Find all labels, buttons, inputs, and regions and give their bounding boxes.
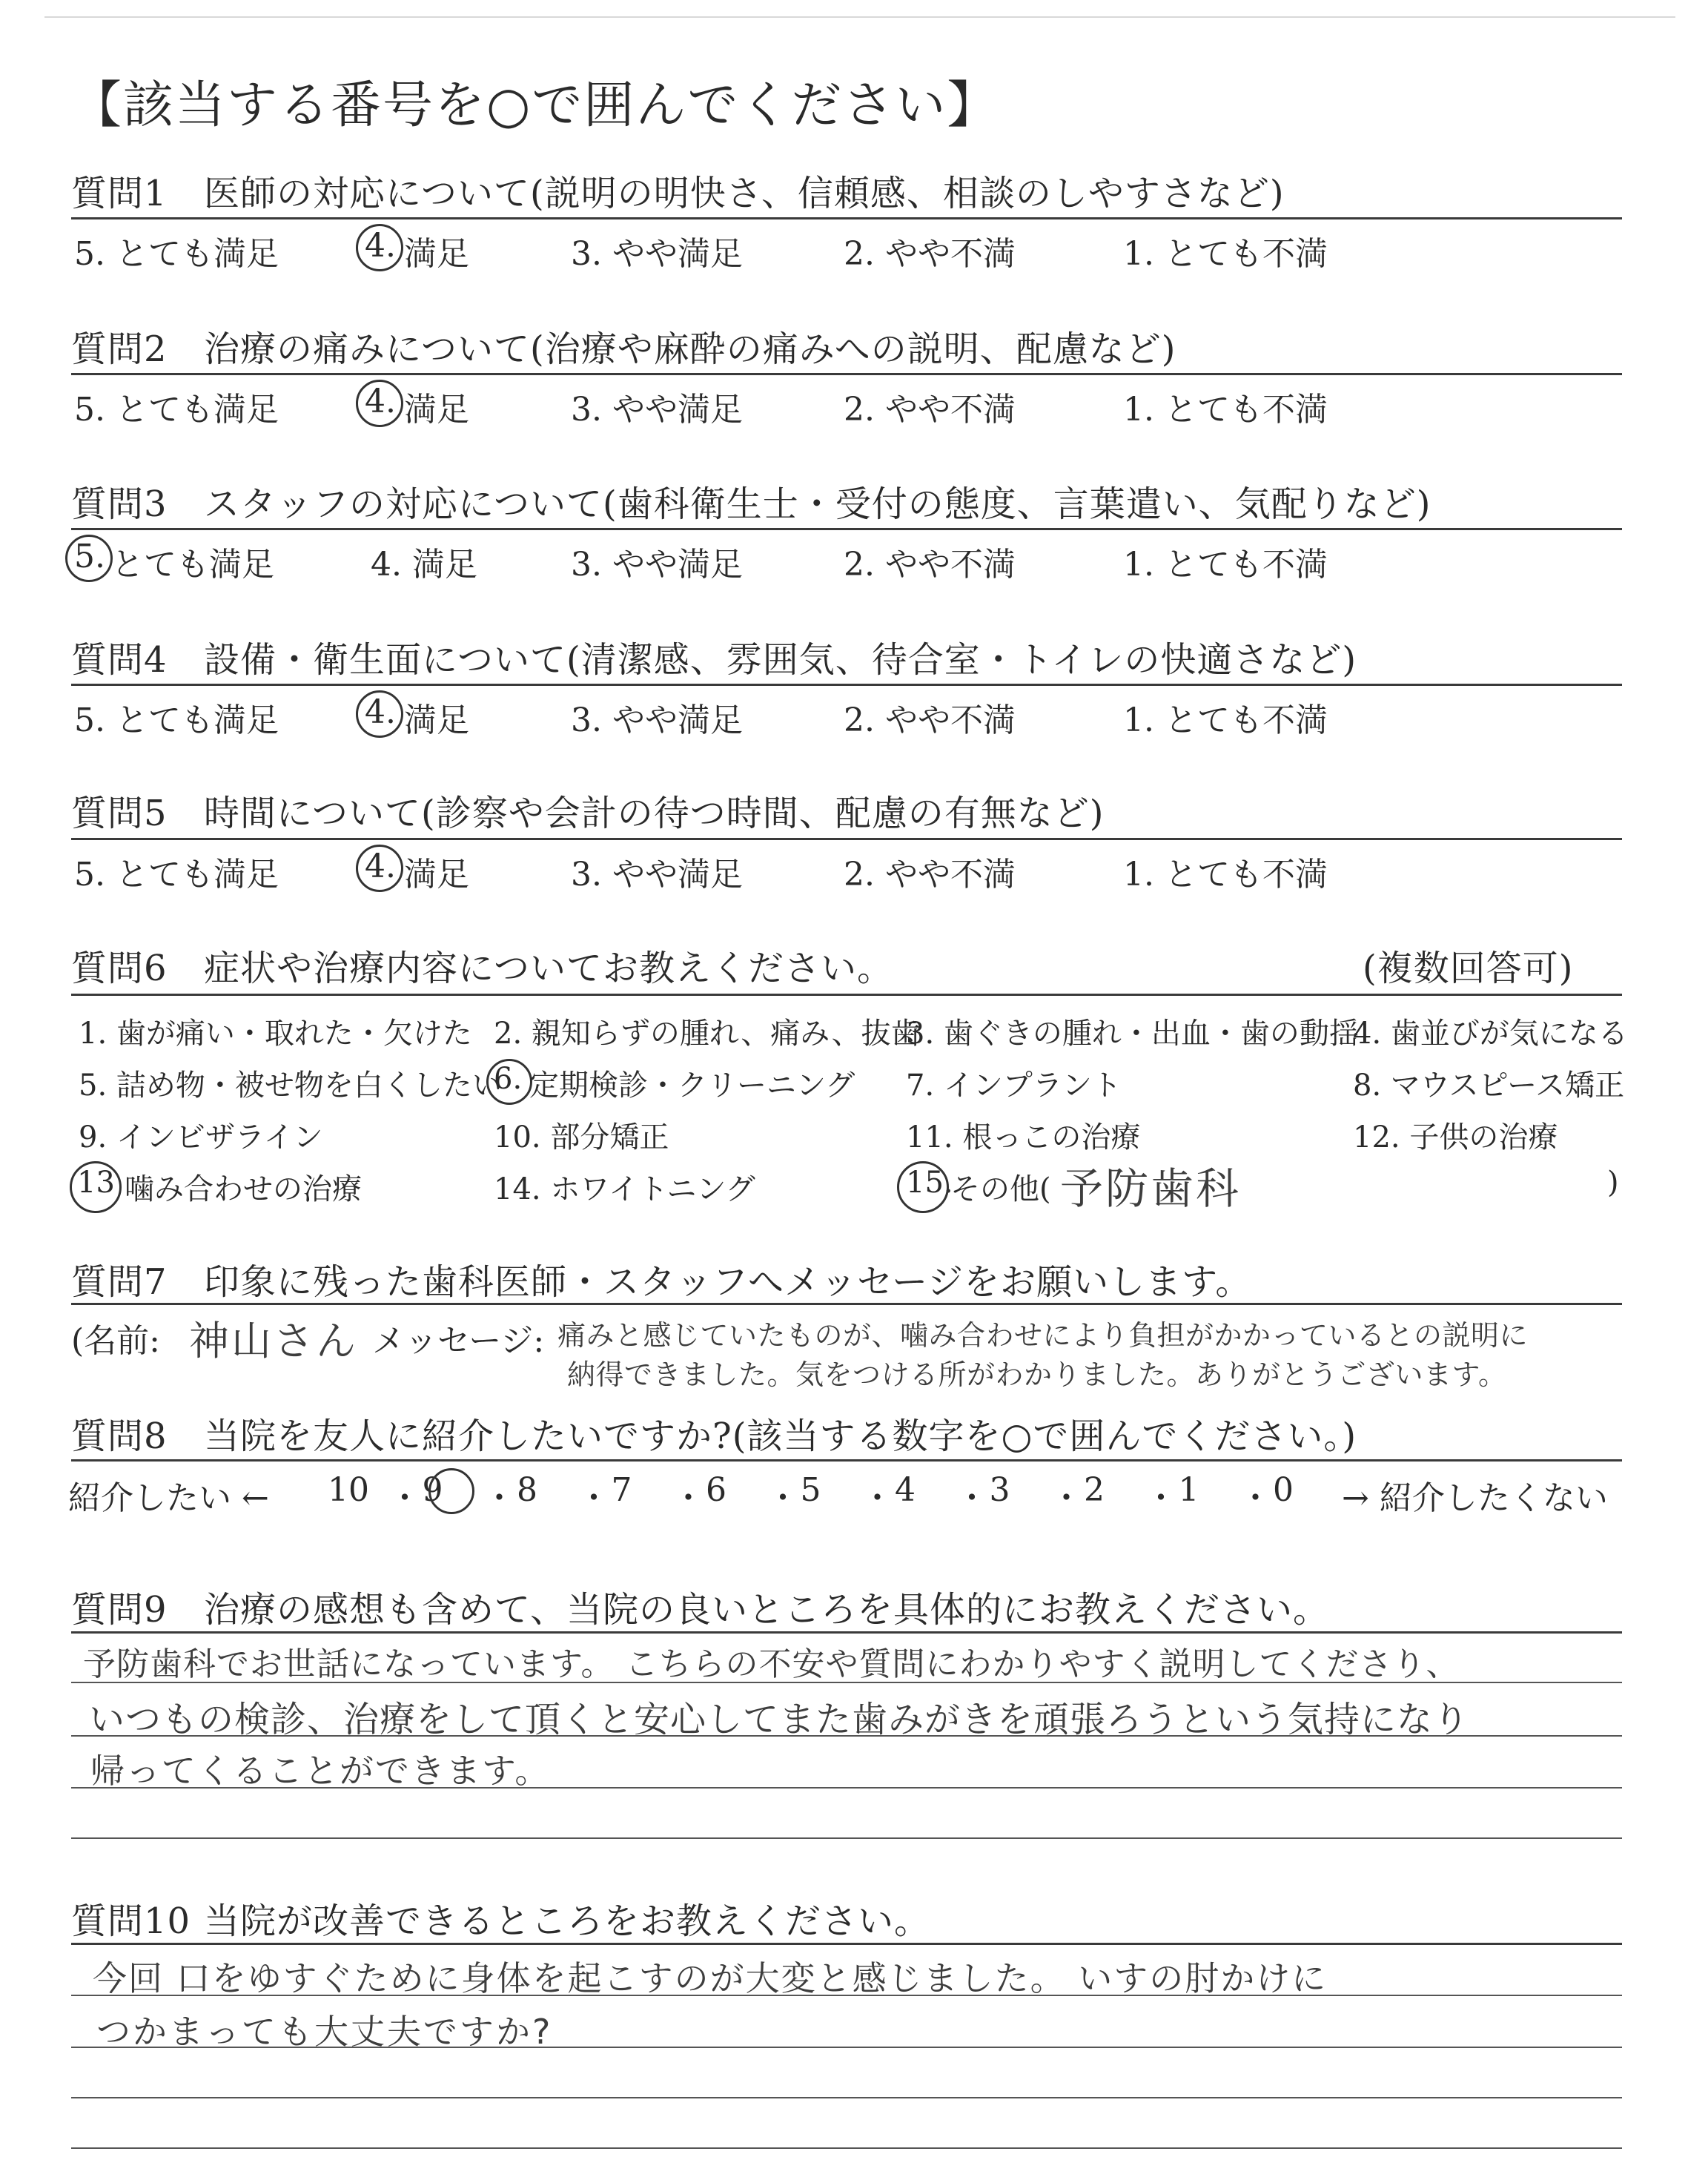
q1-option-1[interactable]: 1. とても不満 bbox=[1123, 235, 1328, 273]
q3-text: スタッフの対応について(歯科衛生士・受付の態度、言葉遣い、気配りなど) bbox=[204, 483, 1431, 525]
q4-option-1[interactable]: 1. とても不満 bbox=[1123, 701, 1328, 739]
q2-selection-circle bbox=[356, 380, 403, 427]
q8-scale-separator: ・ bbox=[672, 1479, 705, 1517]
q2-option-3[interactable]: 3. やや満足 bbox=[571, 391, 743, 429]
q5-option-4-number[interactable]: 4. bbox=[365, 848, 396, 885]
q10-answer-text-line-2: つかまっても大丈夫ですか? bbox=[96, 2012, 553, 2052]
q6-option-13-number[interactable]: 13 bbox=[77, 1166, 115, 1200]
q9-answer-text-line-3: 帰ってくることができます。 bbox=[90, 1751, 551, 1791]
q3-option-2[interactable]: 2. やや不満 bbox=[844, 546, 1016, 584]
q8-scale-separator: ・ bbox=[388, 1479, 421, 1517]
q10-label: 質問10 bbox=[71, 1900, 191, 1942]
q8-scale-separator: ・ bbox=[767, 1479, 799, 1517]
q3-rule bbox=[71, 528, 1622, 530]
q8-scale-option-10[interactable]: 10 bbox=[328, 1471, 369, 1509]
q2-option-1[interactable]: 1. とても不満 bbox=[1123, 391, 1328, 429]
q9-answer-text-line-2: いつもの検診、治療をして頂くと安心してまた歯みがきを頑張ろうという気持になり bbox=[89, 1699, 1470, 1740]
q4-text: 設備・衛生面について(清潔感、雰囲気、待合室・トイレの快適さなど) bbox=[204, 639, 1357, 681]
q8-scale-option-0[interactable]: 0 bbox=[1273, 1471, 1294, 1509]
q1-label: 質問1 bbox=[71, 173, 168, 214]
q9-text: 治療の感想も含めて、当院の良いところを具体的にお教えください。 bbox=[204, 1589, 1330, 1631]
q6-option-4[interactable]: 4. 歯並びが気になる bbox=[1353, 1017, 1628, 1051]
q3-option-4[interactable]: 4. 満足 bbox=[371, 546, 477, 584]
q4-option-2[interactable]: 2. やや不満 bbox=[844, 701, 1016, 739]
q5-label: 質問5 bbox=[71, 793, 168, 834]
q5-selection-circle bbox=[356, 845, 403, 892]
q8-scale-option-6[interactable]: 6 bbox=[706, 1471, 726, 1509]
q4-option-5[interactable]: 5. とても満足 bbox=[74, 701, 279, 739]
q10-text: 当院が改善できるところをお教えください。 bbox=[204, 1900, 931, 1942]
q1-text: 医師の対応について(説明の明快さ、信頼感、相談のしやすさなど) bbox=[204, 173, 1285, 214]
q10-answer-line-4 bbox=[71, 2147, 1622, 2149]
q8-scale-separator: ・ bbox=[861, 1479, 894, 1517]
q1-option-2[interactable]: 2. やや不満 bbox=[844, 235, 1016, 273]
q5-text: 時間について(診察や会計の待つ時間、配慮の有無など) bbox=[204, 793, 1105, 834]
q1-option-5[interactable]: 5. とても満足 bbox=[74, 235, 279, 273]
q8-scale-separator: ・ bbox=[1145, 1479, 1177, 1517]
q3-option-5-label: とても満足 bbox=[111, 546, 274, 584]
q4-option-3[interactable]: 3. やや満足 bbox=[571, 701, 743, 739]
q8-scale-separator: ・ bbox=[577, 1479, 610, 1517]
q6-option-9[interactable]: 9. インビザライン bbox=[79, 1120, 323, 1155]
q4-rule bbox=[71, 684, 1622, 686]
q2-option-4-number[interactable]: 4. bbox=[365, 383, 396, 420]
q9-label: 質問9 bbox=[71, 1589, 168, 1631]
q10-rule bbox=[71, 1943, 1622, 1945]
q8-right-label: → 紹介したくない bbox=[1342, 1479, 1608, 1517]
q6-option-1[interactable]: 1. 歯が痛い・取れた・欠けた bbox=[79, 1017, 472, 1051]
q7-message-line-2: 納得できました。気をつける所がわかりました。ありがとうございます。 bbox=[567, 1358, 1507, 1391]
q5-option-3[interactable]: 3. やや満足 bbox=[571, 856, 743, 894]
q6-option-14[interactable]: 14. ホワイトニング bbox=[494, 1172, 755, 1206]
q6-option-11[interactable]: 11. 根っこの治療 bbox=[906, 1120, 1141, 1155]
q8-label: 質問8 bbox=[71, 1416, 168, 1457]
q9-answer-text-line-1: 予防歯科でお世話になっています。 こちらの不安や質問にわかりやすく説明してくださり、 bbox=[83, 1645, 1460, 1683]
q6-option-6-selection-circle bbox=[486, 1059, 532, 1105]
q9-rule bbox=[71, 1631, 1622, 1634]
q7-message-label: メッセージ: bbox=[372, 1322, 545, 1360]
q4-option-4-label: 満足 bbox=[404, 701, 469, 739]
q8-selection-circle bbox=[428, 1468, 474, 1514]
q6-option-10[interactable]: 10. 部分矯正 bbox=[494, 1120, 669, 1155]
q6-option-12[interactable]: 12. 子供の治療 bbox=[1353, 1120, 1558, 1155]
page-title: 【該当する番号を○で囲んでください】 bbox=[71, 76, 999, 135]
q8-scale-option-4[interactable]: 4 bbox=[895, 1471, 916, 1509]
q6-option-5[interactable]: 5. 詰め物・被せ物を白くしたい bbox=[79, 1069, 502, 1103]
q2-option-2[interactable]: 2. やや不満 bbox=[844, 391, 1016, 429]
q5-option-5[interactable]: 5. とても満足 bbox=[74, 856, 279, 894]
q5-option-4-label: 満足 bbox=[404, 856, 469, 894]
q8-rule bbox=[71, 1459, 1622, 1462]
q7-text: 印象に残った歯科医師・スタッフへメッセージをお願いします。 bbox=[204, 1261, 1252, 1303]
q6-option-13-selection-circle bbox=[70, 1161, 122, 1213]
q2-option-5[interactable]: 5. とても満足 bbox=[74, 391, 279, 429]
q8-left-label: 紹介したい ← bbox=[68, 1479, 269, 1517]
q8-scale-separator: ・ bbox=[1239, 1479, 1272, 1517]
q7-name-label: (名前: bbox=[71, 1322, 160, 1360]
q2-option-4-label: 満足 bbox=[404, 391, 469, 429]
q8-text: 当院を友人に紹介したいですか?(該当する数字を○で囲んでください。) bbox=[204, 1416, 1357, 1457]
q6-option-7[interactable]: 7. インプラント bbox=[906, 1069, 1122, 1103]
q6-rule bbox=[71, 994, 1622, 996]
q8-scale-option-9[interactable]: 9 bbox=[422, 1471, 443, 1509]
q8-scale-option-1[interactable]: 1 bbox=[1178, 1471, 1199, 1509]
top-edge-line bbox=[44, 16, 1675, 18]
q8-scale-separator: ・ bbox=[483, 1479, 516, 1517]
q1-rule bbox=[71, 217, 1622, 219]
q3-label: 質問3 bbox=[71, 483, 168, 525]
q6-option-15-label: その他( bbox=[950, 1172, 1051, 1206]
q1-option-4-label: 満足 bbox=[404, 235, 469, 273]
q10-answer-line-3 bbox=[71, 2097, 1622, 2098]
q8-scale-option-8[interactable]: 8 bbox=[517, 1471, 537, 1509]
q7-rule bbox=[71, 1303, 1622, 1305]
q6-option-3[interactable]: 3. 歯ぐきの腫れ・出血・歯の動揺 bbox=[906, 1017, 1359, 1051]
q6-other-handwritten-answer: 予防歯科 bbox=[1060, 1163, 1242, 1214]
q4-label: 質問4 bbox=[71, 639, 168, 681]
q4-selection-circle bbox=[356, 690, 403, 738]
q2-rule bbox=[71, 373, 1622, 375]
q6-text: 症状や治療内容についてお教えください。 bbox=[204, 948, 894, 989]
q5-rule bbox=[71, 838, 1622, 840]
q3-selection-circle bbox=[65, 535, 113, 582]
q1-option-3[interactable]: 3. やや満足 bbox=[571, 235, 743, 273]
q8-scale-separator: ・ bbox=[1050, 1479, 1083, 1517]
q6-option-15-number[interactable]: 15. bbox=[906, 1166, 953, 1200]
q5-option-1[interactable]: 1. とても不満 bbox=[1123, 856, 1328, 894]
q8-scale-option-5[interactable]: 5 bbox=[800, 1471, 821, 1509]
q9-answer-line-4 bbox=[71, 1837, 1622, 1839]
q10-answer-text-line-1: 今回 口をゆすぐために身体を起こすのが大変と感じました。 いすの肘かけに bbox=[93, 1958, 1328, 1998]
q6-option-13-label: 噛み合わせの治療 bbox=[125, 1172, 362, 1206]
q6-note: (複数回答可) bbox=[1363, 948, 1574, 989]
q1-option-4-number[interactable]: 4. bbox=[365, 227, 396, 265]
q6-option-15-selection-circle bbox=[897, 1161, 949, 1213]
q6-option-6-label: 定期検診・クリーニング bbox=[529, 1069, 855, 1103]
q8-scale-option-2[interactable]: 2 bbox=[1084, 1471, 1105, 1509]
q3-option-3[interactable]: 3. やや満足 bbox=[571, 546, 743, 584]
q8-scale-option-7[interactable]: 7 bbox=[611, 1471, 632, 1509]
q1-selection-circle bbox=[356, 224, 403, 271]
q7-message-line-1: 痛みと感じていたものが、噛み合わせにより負担がかかっているとの説明に bbox=[557, 1319, 1529, 1352]
q6-label: 質問6 bbox=[71, 948, 168, 989]
q7-label: 質問7 bbox=[71, 1261, 168, 1303]
q7-name-handwritten: 神山さん bbox=[189, 1318, 358, 1364]
q6-option-6-number[interactable]: 6. bbox=[494, 1062, 523, 1096]
q6-option-8[interactable]: 8. マウスピース矯正 bbox=[1353, 1069, 1625, 1103]
q8-scale-separator: ・ bbox=[956, 1479, 988, 1517]
q3-option-5-number[interactable]: 5. bbox=[74, 538, 105, 575]
q4-option-4-number[interactable]: 4. bbox=[365, 693, 396, 731]
q2-text: 治療の痛みについて(治療や麻酔の痛みへの説明、配慮など) bbox=[204, 328, 1176, 370]
q5-option-2[interactable]: 2. やや不満 bbox=[844, 856, 1016, 894]
q6-option-15-close-paren: ) bbox=[1607, 1166, 1619, 1200]
q3-option-1[interactable]: 1. とても不満 bbox=[1123, 546, 1328, 584]
q8-scale-option-3[interactable]: 3 bbox=[989, 1471, 1010, 1509]
q6-option-2[interactable]: 2. 親知らずの腫れ、痛み、抜歯 bbox=[494, 1017, 921, 1051]
q2-label: 質問2 bbox=[71, 328, 168, 370]
